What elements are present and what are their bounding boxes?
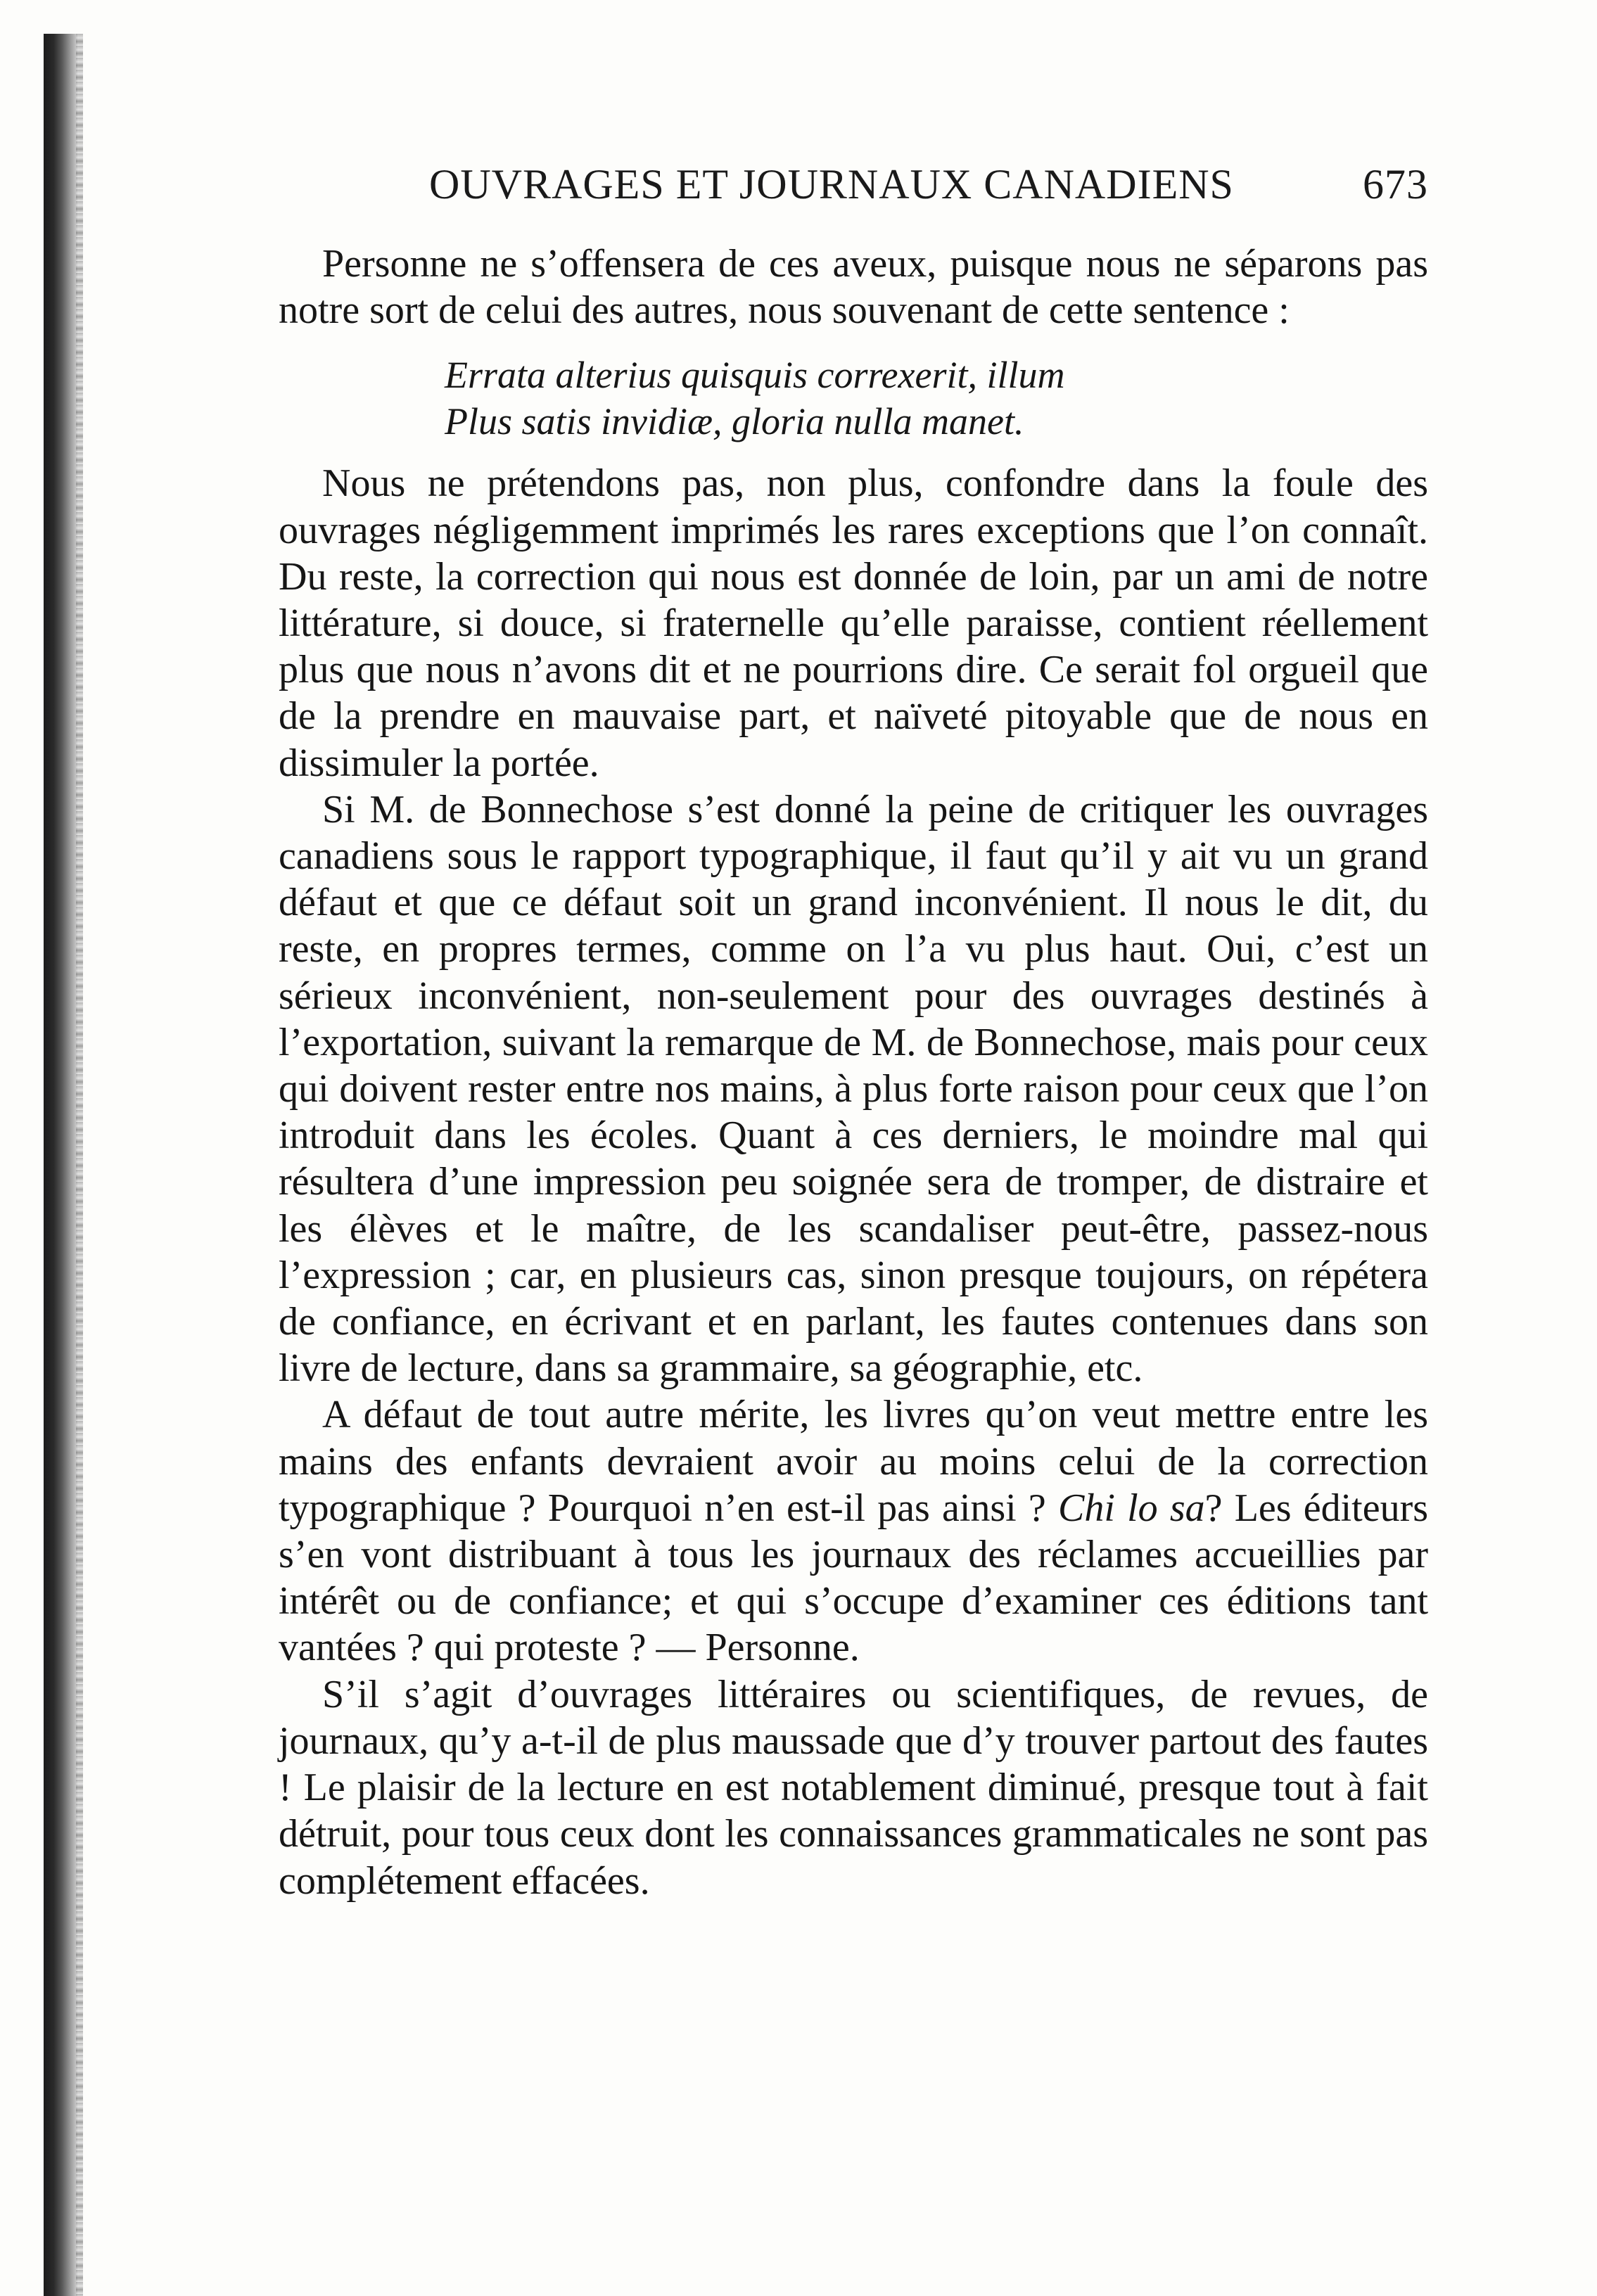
page-header <box>429 160 1428 210</box>
paragraph-4-italic: Chi lo sa <box>1057 1486 1205 1530</box>
paragraph-2: Nous ne prétendons pas, non plus, confondre dans la foule des ouvrages négligemment imprimés les rares exceptions que l’on connaît. Du reste, la correction qui nous est donnée de loin, par un ami de notre littérature, si douce, si fraternelle qu’elle paraisse, contient réellement plus que nous n’avons dit et ne pourrions dire. Ce serait fol orgueil que de la prendre en mauvaise part, et naïveté pitoyable que de nous en dissimuler la portée. <box>279 461 1428 785</box>
body-text <box>279 241 1428 1904</box>
paragraph-5: S’il s’agit d’ouvrages littéraires ou scientifiques, de revues, de journaux, qu’y a-t-il de plus maussade que d’y trouver partout des fautes ! Le plaisir de la lecture en est notablement diminué, presque tout à fait détruit, pour tous ceux dont les connaissances grammaticales ne sont pas complétement effacées. <box>279 1672 1428 1903</box>
paragraph-4-text-a: A défaut de tout autre mérite, les livres qu’on veut mettre entre les mains des enfants devraient avoir au moins celui de la correction typographique ? Pourquoi n’en est-il pas ainsi ? <box>279 1393 1428 1530</box>
verse-line-2: Plus satis invidiæ, gloria nulla manet. <box>445 400 1024 443</box>
paragraph-1: Personne ne s’offensera de ces aveux, puisque nous ne séparons pas notre sort de celui des autres, nous souvenant de cette sentence : <box>279 242 1428 333</box>
page-number: 673 <box>1363 161 1428 208</box>
paragraph-3: Si M. de Bonnechose s’est donné la peine de critiquer les ouvrages canadiens sous le rapport typographique, il faut qu’il y ait vu un grand défaut et que ce défaut soit un grand inconvénient. Il nous le dit, du reste, en propres termes, comme on l’a vu plus haut. Oui, c’est un sérieux inconvénient, non-seulement pour des ouvrages destinés à l’exportation, suivant la remarque de M. de Bonnechose, mais pour ceux qui doivent rester entre nos mains, à plus forte raison pour ceux que l’on introduit dans les écoles. Quant à ces derniers, le moindre mal qui résultera d’une impression peu soignée sera de tromper, de distraire et les élèves et le maître, de les scandaliser peut-être, passez-nous l’expression ; car, en plusieurs cas, sinon presque toujours, on répétera de confiance, en écrivant et en parlant, les fautes contenues dans son livre de lecture, dans sa grammaire, sa géographie, etc. <box>279 787 1428 1391</box>
running-title: OUVRAGES ET JOURNAUX CANADIENS <box>429 161 1234 208</box>
paragraph-4 <box>279 1391 1428 1671</box>
paragraph-4-text-b: ? Les éditeurs s’en vont distribuant à tous les journaux des réclames accueillies par intérêt ou de confiance; et qui s’occupe d’examiner ces éditions tant vantées ? qui proteste ? — Personne. <box>279 1486 1429 1670</box>
book-spine-edge <box>76 34 83 2296</box>
book-spine-shadow <box>44 34 77 2296</box>
latin-verse <box>445 352 1428 445</box>
verse-line-1: Errata alterius quisquis correxerit, illum <box>445 354 1065 397</box>
